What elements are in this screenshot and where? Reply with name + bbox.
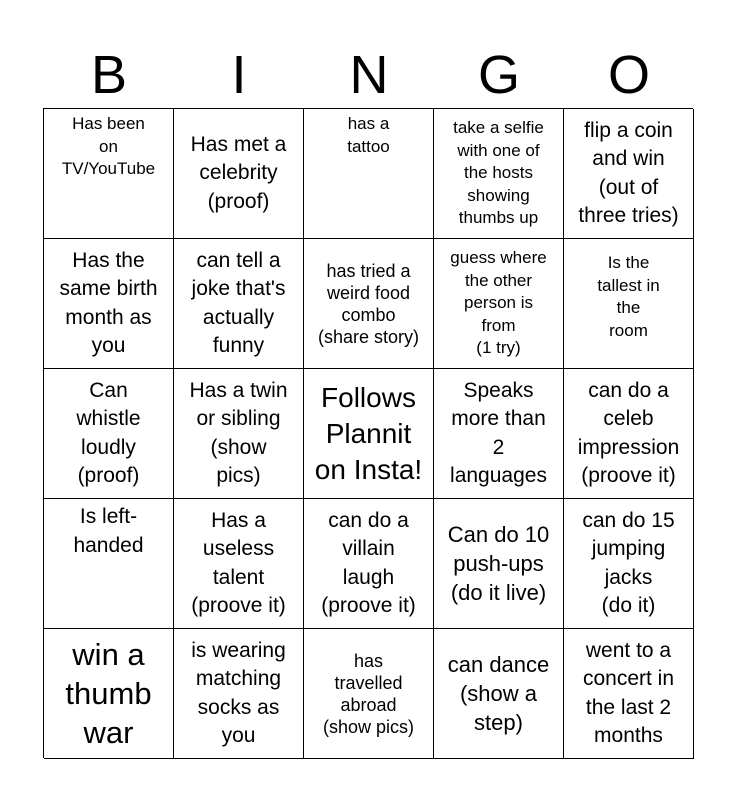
cell-text: Has a twin or sibling (show pics): [189, 378, 288, 487]
bingo-cell[interactable]: [304, 239, 434, 369]
bingo-cell[interactable]: [44, 369, 174, 499]
cell-text: Has met a celebrity (proof): [190, 132, 287, 213]
cell-text: can dance (show a step): [447, 652, 550, 735]
cell-text: can do a villain laugh (proove it): [321, 508, 416, 617]
header-letter-g: G: [477, 45, 520, 105]
bingo-cell[interactable]: [304, 499, 434, 629]
bingo-cell[interactable]: [434, 629, 564, 759]
cell-text: is wearing matching socks as you: [191, 638, 286, 747]
cell-text: Follows Plannit on Insta!: [314, 381, 423, 485]
bingo-cell[interactable]: [174, 629, 304, 759]
bingo-cell[interactable]: [174, 239, 304, 369]
cell-text: Is left- handed: [73, 505, 144, 557]
bingo-cell[interactable]: [174, 369, 304, 499]
bingo-cell[interactable]: [174, 109, 304, 239]
bingo-cell[interactable]: [44, 109, 174, 239]
cell-text: Has the same birth month as you: [59, 248, 158, 357]
cell-text: Is the tallest in the room: [597, 253, 660, 340]
cell-text: has a tattoo: [347, 114, 390, 156]
cell-text: flip a coin and win (out of three tries): [578, 118, 679, 227]
cell-text: can do 15 jumping jacks (do it): [582, 508, 675, 617]
bingo-grid: [43, 108, 693, 758]
header-letter-o: O: [607, 45, 650, 105]
cell-text: can tell a joke that's actually funny: [191, 248, 286, 357]
bingo-cell[interactable]: [564, 109, 694, 239]
bingo-cell[interactable]: [564, 629, 694, 759]
bingo-cell[interactable]: [304, 109, 434, 239]
cell-text: guess where the other person is from (1 try): [450, 248, 547, 358]
cell-text: Has been on TV/YouTube: [61, 114, 156, 178]
cell-text: went to a concert in the last 2 months: [582, 638, 675, 747]
cell-text: Can whistle loudly (proof): [76, 378, 141, 487]
bingo-header: [44, 42, 694, 108]
bingo-cell[interactable]: [434, 239, 564, 369]
bingo-cell[interactable]: [44, 499, 174, 629]
cell-text: has travelled abroad (show pics): [322, 650, 415, 737]
cell-text: Speaks more than 2 languages: [450, 378, 547, 487]
bingo-cell[interactable]: [434, 499, 564, 629]
cell-text: take a selfie with one of the hosts showing thumbs up: [453, 118, 544, 228]
cell-text: can do a celeb impression (proove it): [577, 378, 680, 487]
bingo-cell[interactable]: [564, 239, 694, 369]
cell-text: win a thumb war: [65, 637, 152, 750]
bingo-cell[interactable]: [434, 109, 564, 239]
header-letter-n: N: [349, 45, 389, 105]
cell-text: Can do 10 push-ups (do it live): [447, 522, 550, 605]
header-letter-i: I: [231, 45, 247, 105]
cell-text: has tried a weird food combo (share story): [317, 260, 420, 347]
bingo-cell[interactable]: [44, 239, 174, 369]
bingo-cell[interactable]: [564, 369, 694, 499]
cell-text: Has a useless talent (proove it): [191, 508, 286, 617]
bingo-cell[interactable]: [44, 629, 174, 759]
bingo-free-space[interactable]: [304, 369, 434, 499]
bingo-cell[interactable]: [304, 629, 434, 759]
header-letter-b: B: [90, 45, 128, 105]
bingo-cell[interactable]: [564, 499, 694, 629]
bingo-cell[interactable]: [174, 499, 304, 629]
bingo-cell[interactable]: [434, 369, 564, 499]
